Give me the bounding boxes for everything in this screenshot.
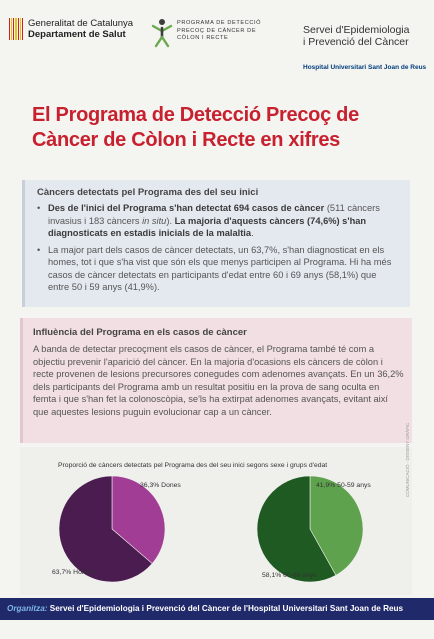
bullet1-majority: La majoria d'aquests càncers (74,6%) s'han diagnosticats en estadis inicials de la malaltia [48,215,367,238]
servei-line-2: i Prevenció del Càncer [303,36,409,48]
pie-sex-label-dones: 36,3% Dones [140,482,181,489]
pie-age [257,476,363,582]
box1-bullet-1 [37,202,400,240]
bullet1-detail: (511 càncers invasius i 183 càncers [48,203,380,226]
program-influence-box [20,318,412,443]
programa-logo-block [151,18,261,48]
pie-sex [59,476,165,582]
bullet1-lead: Des de l'inici del Programa s'han detectat 694 casos de càncer [48,203,325,213]
page-title [32,103,412,153]
programa-line-1: PROGRAMA DE DETECCIÓ [177,20,262,26]
footer-text: Servei d'Epidemiologia i Prevenció del Càncer de l'Hospital Universitari Sant Joan de Reus [47,604,404,613]
bullet1-end: . [251,228,254,238]
generalitat-logo-block [9,18,133,40]
title-line-2: Càncer de Còlon i Recte en xifres [32,129,340,151]
box1-heading: Càncers detectats pel Programa des del seu inici [37,187,259,198]
footer-label: Organitza: [7,604,48,613]
chart-title: Proporció de càncers detectats pel Programa des del seu inici segons sexe i grups d'edat [58,462,328,469]
programa-line-2: PRECOÇ DE CÀNCER DE [177,27,257,34]
box2-paragraph: A banda de detectar precoçment els casos de càncer, el Programa també té com a objectiu prevenir l'aparició del càncer. En la majoria d'ocasions els càncers de còlon i recte provenen de lesions precursores conegudes com adenomes avançats. En un 36,2% dels participants del Programa amb un resultat positiu en la prova de sang oculta en femta i que s'han fet la colonoscòpia, se'ls ha extirpat adenomes avançats, evitant així que aquestes lesions puguin evolucionar cap a un càncer. [33,344,404,417]
servei-name [303,24,409,48]
box2-heading: Influència del Programa en els casos de càncer [33,327,247,338]
designer-credit: COMUNICACIÓ · DISSENY GRÀFIC [405,422,410,497]
pie-age-label-60-69: 58,1% 60-69 anys [262,572,317,579]
pie-age-label-50-59: 41,9% 50-59 anys [316,482,371,489]
pie-sex-label-homes: 63,7% Homes [52,569,95,576]
department-name: Departament de Salut [28,29,126,40]
servei-line-1: Servei d'Epidemiologia [303,24,410,36]
programa-line-3: CÒLON I RECTE [177,35,229,41]
hospital-name: Hospital Universitari Sant Joan de Reus [303,64,427,71]
catalan-flag-icon [9,18,23,40]
header [0,0,434,80]
footer-organizer [0,598,434,620]
person-figure-icon [151,18,173,48]
generalitat-name: Generalitat de Catalunya [28,18,134,29]
cancers-detected-box [22,180,410,307]
box1-bullet-2: • La major part dels casos de càncer detectats, un 63,7%, s'han diagnosticat en els homes, tot i que s'ha vist que són els que menys participen al Programa. Hi ha més casos de càncer detectats en participants d'edat entre 60 i 69 anys (58,1%) que entre 50 i 59 anys (41,9%). [37,244,400,294]
bullet1-insitu: in situ [142,215,167,226]
bullet1-close: ). [166,215,175,226]
title-line-1: El Programa de Detecció Precoç de [32,104,359,126]
